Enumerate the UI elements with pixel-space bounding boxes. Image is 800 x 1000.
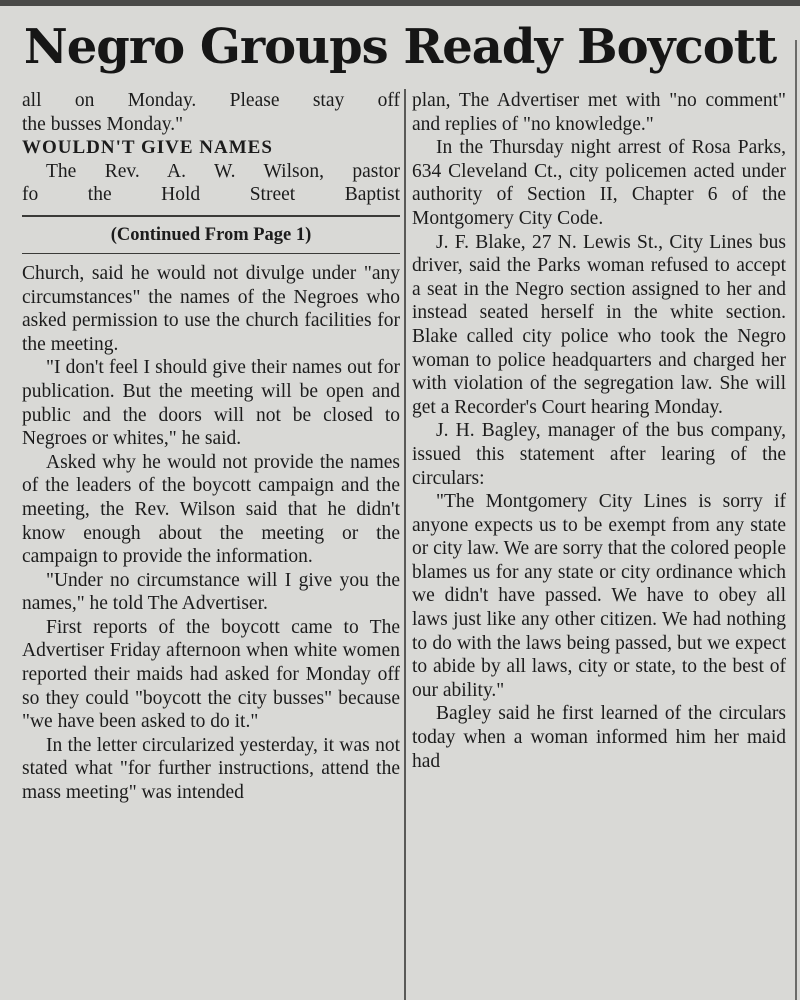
article-paragraph: "Under no circumstance will I give you the names," he told The Advertiser. — [22, 569, 400, 615]
article-paragraph: plan, The Advertiser met with "no comment" and replies of "no knowledge." — [412, 90, 786, 135]
left-column — [22, 89, 400, 805]
column-divider — [404, 89, 406, 1000]
article-paragraph: In the Thursday night arrest of Rosa Parks, 634 Cleveland Ct., city policemen acted under authority of Section II, Chapter 6 of the Montgomery City Code. — [412, 137, 786, 229]
article-paragraph: Bagley said he first learned of the circulars today when a woman informed him her maid had — [412, 703, 786, 772]
intro-line: the busses Monday." — [22, 113, 184, 135]
article-paragraph: Asked why he would not provide the names of the leaders of the boycott campaign and the meeting, the Rev. Wilson said that he didn't know enough about the meeting or the campaign to provide the information. — [22, 451, 400, 568]
article-paragraph: "I don't feel I should give their names out for publication. But the meeting will be open and public and the doors will not be closed to Negroes or whites," he said. — [22, 357, 400, 450]
wilson-line: The Rev. A. W. Wilson, pastor — [46, 160, 400, 182]
page-top-rule — [0, 0, 800, 6]
page-edge-rule — [795, 40, 797, 1000]
article-paragraph: "The Montgomery City Lines is sorry if anyone expects us to be exempt from any state or city law. We are sorry that the colored people blames us for any state or city ordinance which we didn't have passed. We have to obey all laws just like any other citizen. We had nothing to do with the laws being passed, but we expect to abide by all laws, city or state, to the best of our ability." — [412, 491, 786, 701]
continued-rule-top — [22, 215, 400, 217]
continued-from-page-label: (Continued From Page 1) — [110, 224, 312, 245]
continued-rule-bottom — [22, 253, 400, 254]
wilson-line: fo the Hold Street Baptist — [22, 184, 400, 206]
right-column — [412, 89, 786, 773]
subhead-wouldnt-give-names: WOULDN'T GIVE NAMES — [22, 137, 273, 159]
article-paragraph: In the letter circularized yesterday, it was not stated what "for further instructions, attend the mass meeting" was intended — [22, 734, 400, 804]
article-paragraph: J. F. Blake, 27 N. Lewis St., City Lines bus driver, said the Parks woman refused to accept a seat in the Negro section assigned to her and instead seated herself in the white section. Blake called city police who took the Negro woman to police headquarters and charged her with violation of the segregation law. She will get a Recorder's Court hearing Monday. — [412, 231, 786, 418]
intro-line: all on Monday. Please stay off — [22, 90, 400, 111]
article-paragraph: J. H. Bagley, manager of the bus company, issued this statement after learing of the circulars: — [412, 420, 786, 489]
headline: Negro Groups Ready Boycott — [23, 19, 777, 75]
article-paragraph: First reports of the boycott came to The Advertiser Friday afternoon when white women reported their maids had asked for Monday off so they could "boycott the city busses" because "we have been asked to do it." — [22, 616, 400, 733]
article-paragraph: Church, said he would not divulge under "any circumstances" the names of the Negroes who asked permission to use the church facilities for the meeting. — [22, 262, 400, 355]
